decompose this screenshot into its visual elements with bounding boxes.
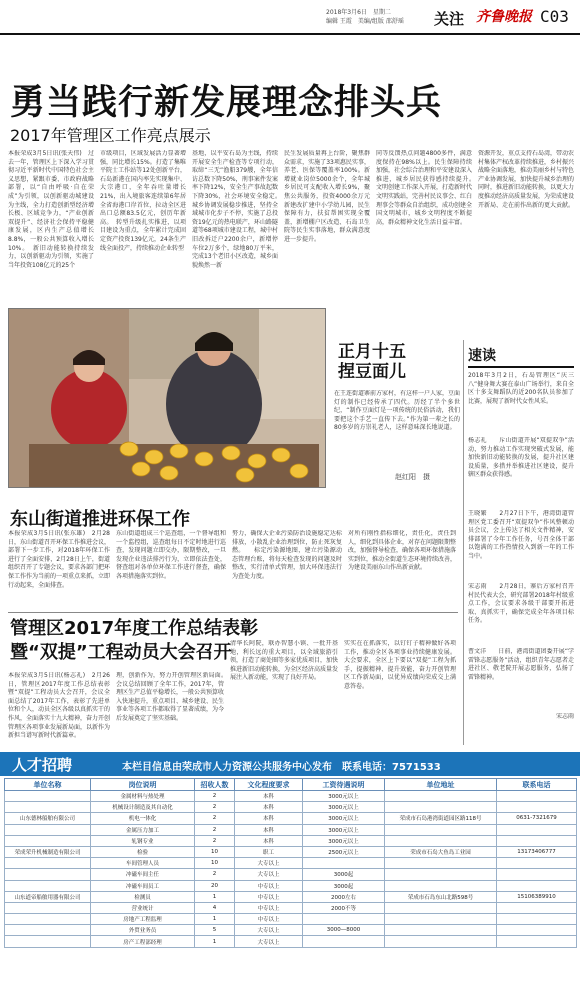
table-row — [5, 846, 577, 857]
cell-position: 轧钢专业 — [91, 835, 195, 846]
table-row — [5, 936, 577, 947]
cell-phone: 0631-7321679 — [497, 813, 577, 824]
cell-count: 2 — [195, 835, 235, 846]
cell-address — [385, 835, 497, 846]
cell-education: 大专以上 — [235, 925, 303, 936]
cell-company — [5, 880, 91, 891]
cell-company — [5, 858, 91, 869]
cell-salary: 3000元以上 — [303, 791, 385, 802]
cell-phone — [497, 858, 577, 869]
sidebar-divider — [463, 340, 464, 745]
lead-column-3: 基地，以平安石岛为主线，持续开展安全生产检查等专项行动，取缔“三无”渔船379艘，全年信访总数下降50%，刑事案件发案率下降12%，安全生产事故起数下降30%，社会环境安全稳定。 城乡协调发展稳步推进，坚持全域城市化步子不停，实施了总投资19亿元的热电联产，环山路隧道等68项城市建设工程，城中村旧改拆迁户2200余户，新增停车位2万多个，绿地80万平米，完成13个老旧小区改造，城乡面貌焕然一新 — [192, 150, 278, 269]
cell-address — [385, 802, 497, 813]
cell-education: 本科 — [235, 802, 303, 813]
cell-education: 本科 — [235, 835, 303, 846]
cell-address: 荣成市石岛大鱼岛工业园 — [385, 846, 497, 857]
cell-company — [5, 914, 91, 925]
cell-salary — [303, 914, 385, 925]
cell-count: 4 — [195, 902, 235, 913]
cell-address — [385, 914, 497, 925]
cell-company: 荣成荣升机械制造有限公司 — [5, 846, 91, 857]
cell-address — [385, 880, 497, 891]
lead-column-6: 资源开发，重点支持石岛湾，带动农村集体产权改革持续推进，乡村振兴战略全面落地，推动美丽乡村与特色产业协调发展，加快提升城乡治理的同时，推进新旧动能转换，以更大力度推动经济高质量发展，为荣成建设开新局、走在前作出新的更大贡献。 — [478, 150, 574, 209]
cell-count: 5 — [195, 925, 235, 936]
cell-position: 营业统计 — [91, 902, 195, 913]
cell-count: 1 — [195, 936, 235, 947]
cell-count: 10 — [195, 846, 235, 857]
recruitment-notice: 本栏目信息由荣成市人力资源公共服务中心发布 联系电话：7571533 — [122, 762, 441, 773]
cell-position: 车间管理人员 — [91, 858, 195, 869]
sidebar-rule — [468, 366, 574, 368]
sidebar-body — [468, 372, 574, 723]
cell-phone — [497, 880, 577, 891]
cell-company — [5, 869, 91, 880]
cell-count: 2 — [195, 869, 235, 880]
cell-company — [5, 936, 91, 947]
story2-column-3: 努力，确保大企业污染防治设施稳定达标排放，小散乱企业治理到位，防止死灰复燃。 标定污染源地图，建立污染源动态管理台账，将每天检查发现的问题及时整改，实行清单式管理，加大环保违法行为查处力度。 — [232, 530, 342, 580]
table-row — [5, 835, 577, 846]
lantern-making-photo — [8, 308, 326, 488]
story3-headline — [10, 617, 258, 665]
cell-education: 本科 — [235, 791, 303, 802]
recruitment-banner — [0, 752, 580, 776]
cell-education: 中专以上 — [235, 914, 303, 925]
cell-education: 中专以上 — [235, 902, 303, 913]
cell-company — [5, 925, 91, 936]
photo-credit: 赵红阳 摄 — [395, 473, 430, 481]
table-row — [5, 824, 577, 835]
table-row — [5, 925, 577, 936]
story2-headline: 东山街道推进环保工作 — [10, 509, 190, 530]
cell-position: 外贸业务员 — [91, 925, 195, 936]
table-row — [5, 914, 577, 925]
cell-position: 房地产工程监理 — [91, 914, 195, 925]
cell-position: 检测员 — [91, 891, 195, 902]
cell-salary: 2000不等 — [303, 902, 385, 913]
cell-education: 大专以上 — [235, 869, 303, 880]
cell-phone — [497, 936, 577, 947]
cell-salary: 2000左右 — [303, 891, 385, 902]
lead-column-5: 同等反馈热点问题4800多件，满意度保持在98%以上。民生保障持续加强，社会综合治理和平安建设深入推进，城乡居民获得感持续提升。 文明创建工作深入开展，打造新时代文明实践站，完善村民议事会、红白理事会等群众自治组织，成功创建全国文明城市，城乡文明程度不断提高，群众精神文化生活日益丰富。 — [376, 150, 472, 226]
cell-salary: 3000—8000 — [303, 925, 385, 936]
cell-address — [385, 936, 497, 947]
header-address: 单位地址 — [385, 779, 497, 791]
header-position: 岗位说明 — [91, 779, 195, 791]
cell-phone — [497, 802, 577, 813]
story2-column-2: 东山街道组成三个巡查组，一个督导组和一个监控组，巡查组每日不定时地进行巡查，发现问题立即交办，限期整改，一旦发现企业违法排污行为，立即依法查处，督查组对各单位环保工作进行督查，确保各项措施落实到位。 — [116, 530, 226, 580]
cell-phone: 15106389910 — [497, 891, 577, 902]
cell-address — [385, 791, 497, 802]
cell-position: 冲磁车间员工 — [91, 880, 195, 891]
table-row — [5, 791, 577, 802]
cell-count: 2 — [195, 791, 235, 802]
cell-position: 机电一体化 — [91, 813, 195, 824]
cell-count: 2 — [195, 813, 235, 824]
cell-position: 金属材料与热处理 — [91, 791, 195, 802]
header-phone: 联系电话 — [497, 779, 577, 791]
cell-position: 检验 — [91, 846, 195, 857]
cell-salary: 3000元以上 — [303, 802, 385, 813]
cell-count: 2 — [195, 802, 235, 813]
table-row — [5, 869, 577, 880]
table-row — [5, 813, 577, 824]
cell-count: 1 — [195, 914, 235, 925]
cell-position: 金属压力加工 — [91, 824, 195, 835]
cell-phone — [497, 791, 577, 802]
table-row — [5, 902, 577, 913]
cell-phone — [497, 925, 577, 936]
cell-position: 冲磁车间主任 — [91, 869, 195, 880]
sidebar-item: 曹文洋 日前，港湾街道团委开展“学雷锋志愿服务”活动，组织青年志愿者走进社区、敬老院开展志愿服务，弘扬了雷锋精神。 — [468, 648, 574, 681]
table-row — [5, 858, 577, 869]
cell-count: 20 — [195, 880, 235, 891]
story3-column-2: 理，创新作为，努力开创管理区新局面。 会议总结回顾了全年工作，2017年，管理区生产总值平稳增长，一般公共预算收入快速提升，重点项目、城乡建设、民生事业等各项工作都取得了显著成绩，为今后发展奠定了坚实基础。 — [116, 672, 224, 722]
cell-address — [385, 925, 497, 936]
sidebar-title: 速读 — [468, 348, 496, 364]
story3-headline-line2: 暨“双提”工程动员大会召开 — [10, 642, 232, 663]
cell-address: 荣成市石岛港湾街道园区路118号 — [385, 813, 497, 824]
photo-caption: 在王连街道寨前方家村，有这样一户人家，豆面灯的制作已经传承了四代。历经了半个多世纪，“制作豆面灯是一项传统的民俗活动，我们要把这个手艺一直传下去。”作为第一辈之长的80多岁的方崇礼老人，这样意味深长地说道。 — [334, 390, 460, 432]
header-count: 招收人数 — [195, 779, 235, 791]
lead-column-2: 市级项目，区域发展活力显著增强，同比增长15%。打造了集唯平院士工作站等12处创新平台，石岛新港在国内率先实现集中、大宗港口，全年吞吐量增长21%，出入境旅客连续第6年居全省海港口岸首位，拉动全区进出口总额83.5亿元，创历年新高。 转型升级扎实推进，以项目建设为重点，全年累计完成固定资产投资139亿元，24条生产线全面投产，持续推动企业转型 — [100, 150, 186, 252]
cell-company — [5, 824, 91, 835]
cell-salary — [303, 936, 385, 947]
story3-column-4: 实实在在抓落实，以钉钉子精神做好各项工作，推动全区各项事业持续健康发展。大会要求，全区上下要以“双提”工程为抓手，提振精神、提升效能，奋力开创管理区工作新局面，以优异成绩向荣成交上满意答卷。 — [344, 640, 456, 690]
cell-count: 2 — [195, 824, 235, 835]
cell-position: 机械设计制造及其自动化 — [91, 802, 195, 813]
cell-position: 房产工程部经理 — [91, 936, 195, 947]
header-rule — [0, 33, 580, 35]
cell-company: 山东道帝船舶用器有限公司 — [5, 891, 91, 902]
cell-salary: 3000元以上 — [303, 813, 385, 824]
cell-company — [5, 802, 91, 813]
cell-company: 山东德林船舶有限公司 — [5, 813, 91, 824]
lead-column-4: 民生发展质量再上台阶，聚焦群众需求，实施了33项惠民实事，养老、医保等覆盖率100%。新增就业岗位5000余个，全年城乡居民可支配收入增长9%，聚焦公共服务，投资4000余万元新建改扩建中小学幼儿园，民生保障有力，扶贫帮困实现全覆盖，新增棚户区改造、石岛卫生院等民生实事落地，群众满意度进一步提升。 — [284, 150, 370, 243]
cell-phone — [497, 835, 577, 846]
cell-company — [5, 791, 91, 802]
cell-address: 荣成市石岛东山北路598号 — [385, 891, 497, 902]
header-company: 单位名称 — [5, 779, 91, 791]
table-row — [5, 802, 577, 813]
sidebar-item: 杨志礼 斥山街道开展“双提双争”活动，努力推动工作实现突破式发展，能加快新旧动能转换的发展，提升社区建设质量，多措并举推进社区建设，提升辖区群众获得感。 — [468, 437, 574, 479]
cell-address — [385, 902, 497, 913]
header-education: 文化程度要求 — [235, 779, 303, 791]
header-salary: 工资待遇说明 — [303, 779, 385, 791]
cell-salary: 2500元以上 — [303, 846, 385, 857]
cell-company — [5, 835, 91, 846]
table-row — [5, 891, 577, 902]
issue-date: 2018年3月6日 星期二 — [326, 9, 391, 16]
lead-headline: 勇当践行新发展理念排头兵 — [10, 82, 443, 123]
story2-column-4: 对所有刚性指标细化，责任化，责任到人，细化到具体企业，对存在问题限期整改，加强督导检查，确保各项环保措施落实到位，推动全街道生态环境持续改善，为建设美丽东山作出新贡献。 — [348, 530, 456, 572]
story3-headline-line1: 管理区2017年度工作总结表彰 — [10, 618, 259, 639]
cell-phone — [497, 902, 577, 913]
story-divider — [8, 612, 458, 613]
cell-address — [385, 824, 497, 835]
cell-education: 中专以上 — [235, 880, 303, 891]
cell-address — [385, 869, 497, 880]
cell-phone — [497, 824, 577, 835]
cell-education: 大专以上 — [235, 858, 303, 869]
section-label: 关注 — [434, 10, 465, 28]
cell-salary: 3000起 — [303, 869, 385, 880]
cell-salary — [303, 858, 385, 869]
recruitment-title: 人才招聘 — [12, 756, 73, 774]
cell-company — [5, 902, 91, 913]
cell-salary: 3000元以上 — [303, 835, 385, 846]
lead-column-1: 本报荣成3月5日讯(张天伟) 过去一年，管理区上下深入学习贯彻习近平新时代中国特色社会主义思想，紧跟市委、市政府战略部署，以“自由呼吸·自在荣成”为引领，以创新驱动城建设为主线，全力打造创新型经济增长极、区域竞争力，“产业创新双提升”、经济社会保持平稳健康发展，区内生产总值增长8.8%，一般公共预算收入增长10%。 新旧动能转换持续发力，以创新驱动为引领，实施了当年投资108亿元的25个 — [8, 150, 94, 269]
cell-salary: 3000元以上 — [303, 824, 385, 835]
photo-title — [338, 342, 406, 382]
cell-address — [385, 858, 497, 869]
cell-education: 职工 — [235, 846, 303, 857]
cell-education: 中专以上 — [235, 891, 303, 902]
cell-count: 10 — [195, 858, 235, 869]
cell-count: 1 — [195, 891, 235, 902]
cell-phone — [497, 914, 577, 925]
jobs-table-header — [5, 779, 577, 791]
newspaper-logo: 齐鲁晚报 — [476, 9, 532, 25]
story3-column-3: 清华长阿院，联办智慧小镇、一批开基地，利长远的重大项目，以全域旅游引领，打造了商处圈等多家优质项目，加快推进新旧动能转换，为全区经济高质量发展注入新动能，实现了良好开局。 — [230, 640, 338, 682]
table-row — [5, 880, 577, 891]
jobs-table — [4, 778, 577, 948]
story3-column-1: 本报荣成3月5日讯(杨志礼) 2月26日，管理区2017年度工作总结表彰暨“双提”工程动员大会召开，会议全面总结了2017年工作，表彰了先进单位和个人，动员全区各级以真抓实干的作风，全面落实十九大精神，奋力开创管理区各项事业发展新局面，以新作为新担当谱写新时代新篇章。 — [8, 672, 110, 740]
page-number: C03 — [540, 7, 569, 26]
sidebar-item: 宋志雨 2月28日，寨后方家村召开村民代表大会，研究部署2018年村级重点工作，会议要求各级干部要开拓进取、真抓实干，确保完成全年各项目标任务。 — [468, 583, 574, 625]
cell-phone — [497, 869, 577, 880]
lead-subheadline: 2017年管理区工作亮点展示 — [10, 126, 211, 145]
cell-education: 本科 — [235, 813, 303, 824]
sidebar-item: 2018年3月2日，石岛管理区“庆三八”健身舞大赛在泰山广场举行，来自全区十多支舞蹈队的近200名队员参加了比赛，展现了新时代女性风采。 — [468, 372, 574, 405]
masthead-meta — [326, 8, 404, 26]
photo-title-line2: 捏豆面儿 — [338, 362, 406, 382]
cell-education: 大专以上 — [235, 936, 303, 947]
cell-salary: 3000起 — [303, 880, 385, 891]
sidebar-item: 王晓繁 2月27日下午，港湾街道管理区党工委召开“双提双争”作风整顿动员会议，会上传达了相关文件精神，安排部署了今年工作任务，号召全体干部以饱满的工作热情投入到新一年的工作当中。 — [468, 510, 574, 560]
editor-credit: 编辑 王霞 美编/组版 邵舒瑶 — [326, 18, 404, 25]
story2-column-1: 本报荣成3月5日讯(张东雄) 2月28日，东山街道召开环保工作推进会议，部署下一步工作，对2018年环保工作进行了全面安排，2月28日上午，街道组织召开了专题会议，要求各部门把环保工作作为当前的一项重点来抓，立即行动起来，全面排查。 — [8, 530, 110, 589]
sidebar-byline: 宋志雨 — [555, 713, 574, 720]
photo-title-line1: 正月十五 — [338, 342, 406, 362]
cell-education: 本科 — [235, 824, 303, 835]
cell-phone: 13173406777 — [497, 846, 577, 857]
